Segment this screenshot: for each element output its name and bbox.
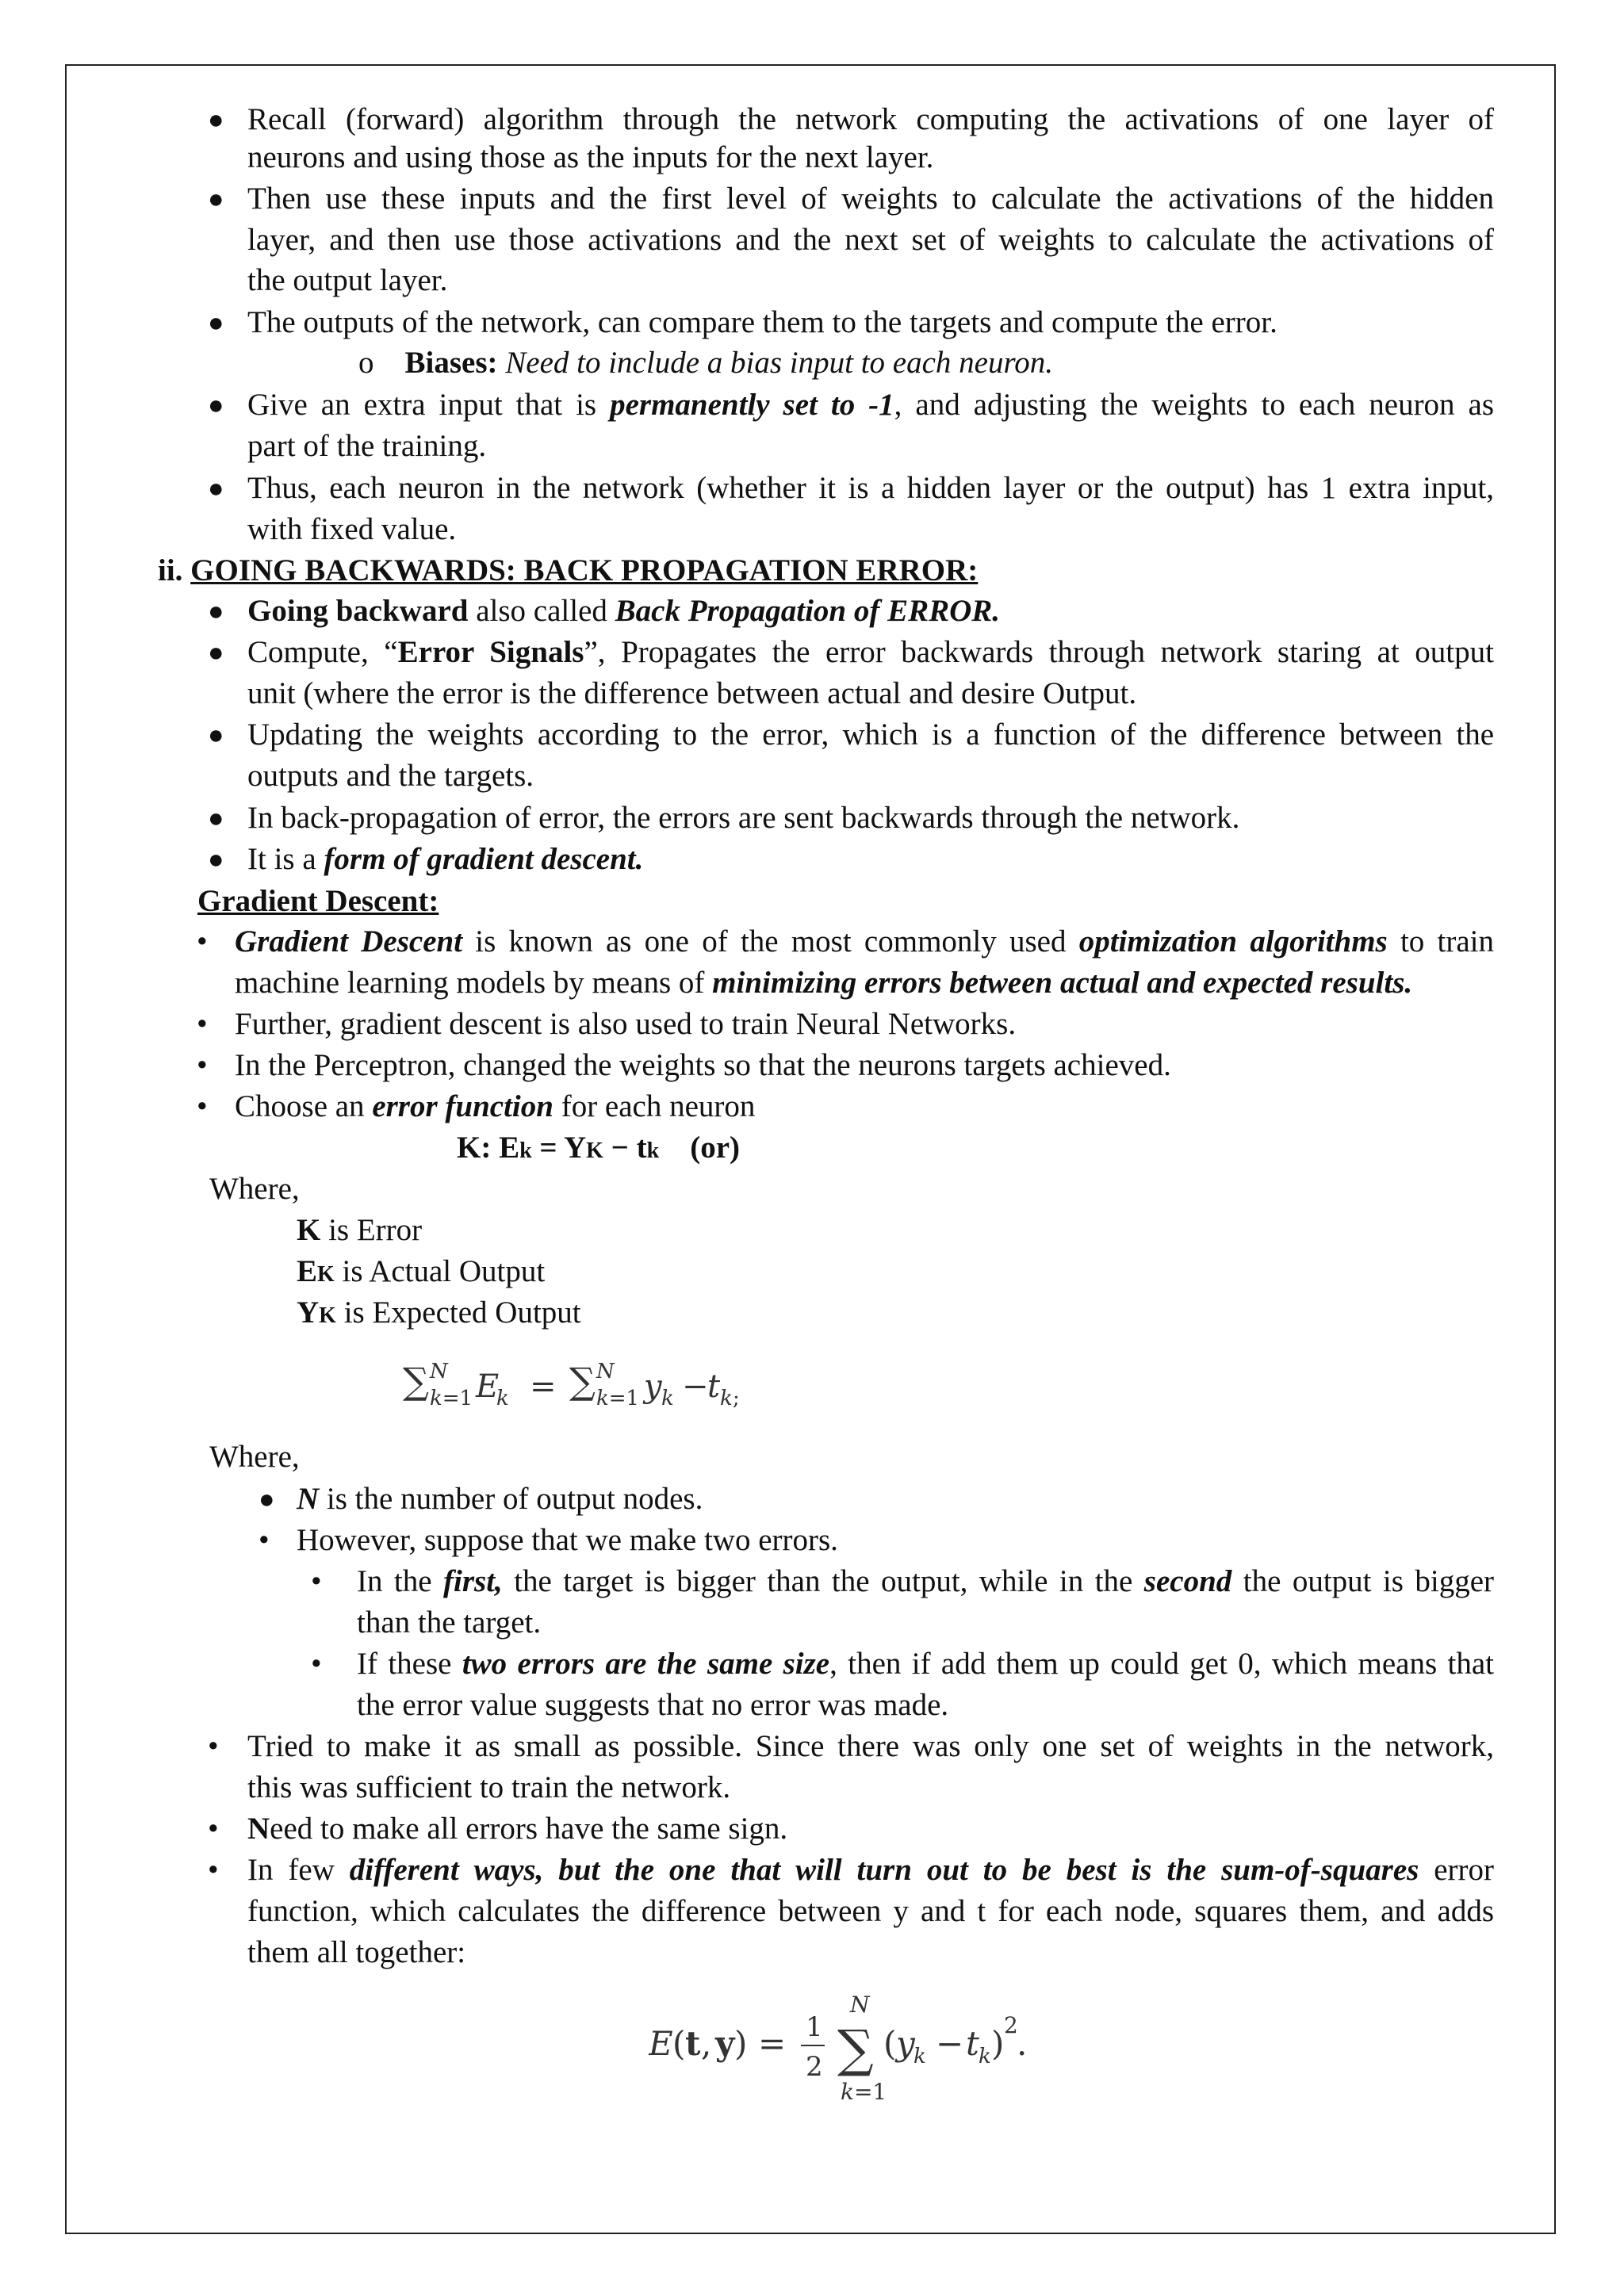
bullet-dot: ● xyxy=(208,308,224,338)
text-line: Further, gradient descent is also used to train Neural Networks. xyxy=(235,1007,1017,1041)
svg-text:t: t xyxy=(966,2024,979,2063)
biases-label: Biases: xyxy=(404,346,498,380)
text-line: Then use these inputs and the first level of weights to calculate the activations of the hidden xyxy=(247,182,1494,216)
bullet-dot: ● xyxy=(208,474,224,503)
svg-text:k: k xyxy=(720,1387,733,1410)
svg-text:): ) xyxy=(991,2024,1005,2063)
text-line: In back-propagation of error, the errors are sent backwards through the network. xyxy=(247,801,1240,835)
svg-text:k: k xyxy=(496,1387,509,1410)
text-line: the output layer. xyxy=(247,263,448,297)
svg-text:2: 2 xyxy=(806,2051,823,2083)
bullet-dot: ● xyxy=(208,638,224,668)
bullet-dot: • xyxy=(197,1089,208,1123)
svg-text:k: k xyxy=(914,2045,926,2068)
svg-text:k=1: k=1 xyxy=(596,1387,640,1410)
svg-text:1: 1 xyxy=(806,2011,823,2043)
bullet-dot: • xyxy=(208,1812,219,1846)
text-line: However, suppose that we make two errors. xyxy=(297,1523,838,1557)
bullet-dot: • xyxy=(259,1523,270,1557)
svg-text:y: y xyxy=(896,2024,915,2063)
text-line: layer, and then use those activations and the next set of weights to calculate the activations of xyxy=(247,223,1494,257)
text-line: function, which calculates the difference between y and t for each node, squares them, and adds xyxy=(247,1894,1494,1928)
svg-text:N: N xyxy=(850,1992,870,2018)
bullet-dot: ● xyxy=(208,721,224,750)
bullet-dot: • xyxy=(208,1729,219,1763)
bullet-dot: ● xyxy=(208,391,224,420)
bullet-dot: • xyxy=(311,1647,322,1681)
bullet-dot: • xyxy=(311,1564,322,1598)
svg-text:N: N xyxy=(596,1360,615,1383)
bullet-dot: ● xyxy=(208,804,224,833)
bullet-dot: • xyxy=(197,1007,208,1041)
bullet-dot: • xyxy=(197,924,208,959)
text-line: N is the number of output nodes. xyxy=(297,1482,703,1516)
section-number: ii. xyxy=(158,553,183,587)
bullet-dot: ● xyxy=(208,185,224,214)
svg-text:k: k xyxy=(979,2045,991,2068)
svg-text:N: N xyxy=(430,1360,448,1383)
svg-text:∑: ∑ xyxy=(569,1360,596,1402)
text-line: Updating the weights according to the error, which is a function of the difference between the xyxy=(247,718,1494,752)
bullet-dot: ● xyxy=(208,845,224,874)
text-line: them all together: xyxy=(247,1935,466,1969)
definition: YK is Expected Output xyxy=(297,1295,581,1330)
text-line: In few different ways, but the one that will turn out to be best is the sum-of-squares error xyxy=(247,1853,1494,1887)
where-label: Where, xyxy=(209,1172,300,1206)
svg-text:−: − xyxy=(936,2024,964,2063)
text-line: It is a form of gradient descent. xyxy=(247,842,644,876)
text-line: In the first, the target is bigger than the output, while in the second the output is bigger xyxy=(357,1564,1495,1598)
svg-text:y: y xyxy=(644,1368,662,1405)
text-line: this was sufficient to train the network. xyxy=(247,1770,731,1804)
svg-text:): ) xyxy=(734,2024,748,2063)
circle-marker: o xyxy=(358,346,374,380)
text-line: Gradient Descent is known as one of the most commonly used optimization algorithms to train xyxy=(235,924,1494,959)
text-line: outputs and the targets. xyxy=(247,759,534,793)
error-formula: K: Ek = YK − tk (or) xyxy=(457,1131,740,1165)
bullet-dot: • xyxy=(197,1048,208,1082)
text-line: with fixed value. xyxy=(247,512,457,546)
text-line: If these two errors are the same size, then if add them up could get 0, which means that xyxy=(357,1647,1495,1681)
svg-text:.: . xyxy=(1017,2024,1028,2063)
svg-text:k=1: k=1 xyxy=(841,2079,887,2105)
text-line: the error value suggests that no error was made. xyxy=(357,1688,949,1722)
text-line: The outputs of the network, can compare them to the targets and compute the error. xyxy=(247,305,1277,339)
text-line: neurons and using those as the inputs for the next layer. xyxy=(247,140,934,174)
bullet-dot: ● xyxy=(208,597,224,626)
svg-text:∑: ∑ xyxy=(403,1360,429,1402)
svg-text:t: t xyxy=(707,1368,721,1405)
svg-text:=: = xyxy=(758,2024,787,2063)
definition: K is Error xyxy=(297,1213,423,1247)
text-line: In the Perceptron, changed the weights so that the neurons targets achieved. xyxy=(235,1048,1171,1082)
svg-text:∑: ∑ xyxy=(837,2020,874,2079)
text-line: Recall (forward) algorithm through the network computing the activations of one layer of xyxy=(247,102,1494,136)
text-line: Compute, “Error Signals”, Propagates the error backwards through network staring at output xyxy=(247,635,1494,669)
text-line: Going backward also called Back Propagation of ERROR. xyxy=(247,594,1001,628)
section-heading xyxy=(158,550,978,591)
section-title: GOING BACKWARDS: BACK PROPAGATION ERROR: xyxy=(190,553,979,587)
text-line: Need to make all errors have the same sign. xyxy=(247,1812,788,1846)
text-line: Give an extra input that is permanently set to -1, and adjusting the weights to each neuron as xyxy=(247,388,1495,422)
text-line: Tried to make it as small as possible. Since there was only one set of weights in the network, xyxy=(247,1729,1494,1763)
svg-text:,: , xyxy=(701,2024,712,2063)
definition: EK is Actual Output xyxy=(297,1254,546,1288)
svg-text:(: ( xyxy=(672,2024,686,2063)
where-label: Where, xyxy=(209,1440,300,1474)
svg-text:y: y xyxy=(715,2024,735,2063)
svg-text:k=1: k=1 xyxy=(430,1387,473,1410)
svg-text:E: E xyxy=(649,2024,673,2063)
subheading: Gradient Descent: xyxy=(197,884,439,918)
bullet-dot: ● xyxy=(259,1485,275,1514)
text-line: than the target. xyxy=(357,1605,542,1640)
svg-text:E: E xyxy=(476,1368,500,1405)
svg-text:2: 2 xyxy=(1004,2012,1018,2038)
svg-text:;: ; xyxy=(733,1387,740,1410)
bullet-dot: ● xyxy=(208,105,224,135)
text-line: part of the training. xyxy=(247,429,487,463)
sum-of-squares-equation xyxy=(649,1982,1093,2117)
biases-text: Need to include a bias input to each neuron. xyxy=(505,346,1053,380)
svg-text:=: = xyxy=(530,1368,557,1405)
text-line: Choose an error function for each neuron xyxy=(235,1089,756,1123)
svg-text:−: − xyxy=(682,1368,709,1405)
svg-text:t: t xyxy=(685,2024,701,2063)
bullet-dot: • xyxy=(208,1853,219,1887)
text-line: unit (where the error is the difference between actual and desire Output. xyxy=(247,676,1137,710)
text-line: machine learning models by means of minimizing errors between actual and expected results. xyxy=(235,966,1413,1000)
svg-text:k: k xyxy=(661,1387,674,1410)
text-line: Thus, each neuron in the network (whether it is a hidden layer or the output) has 1 extra input, xyxy=(247,471,1494,505)
svg-text:(: ( xyxy=(883,2024,897,2063)
biases-line xyxy=(358,342,1053,384)
emphasis: permanently set to -1 xyxy=(610,388,894,422)
sum-error-equation xyxy=(403,1348,831,1427)
